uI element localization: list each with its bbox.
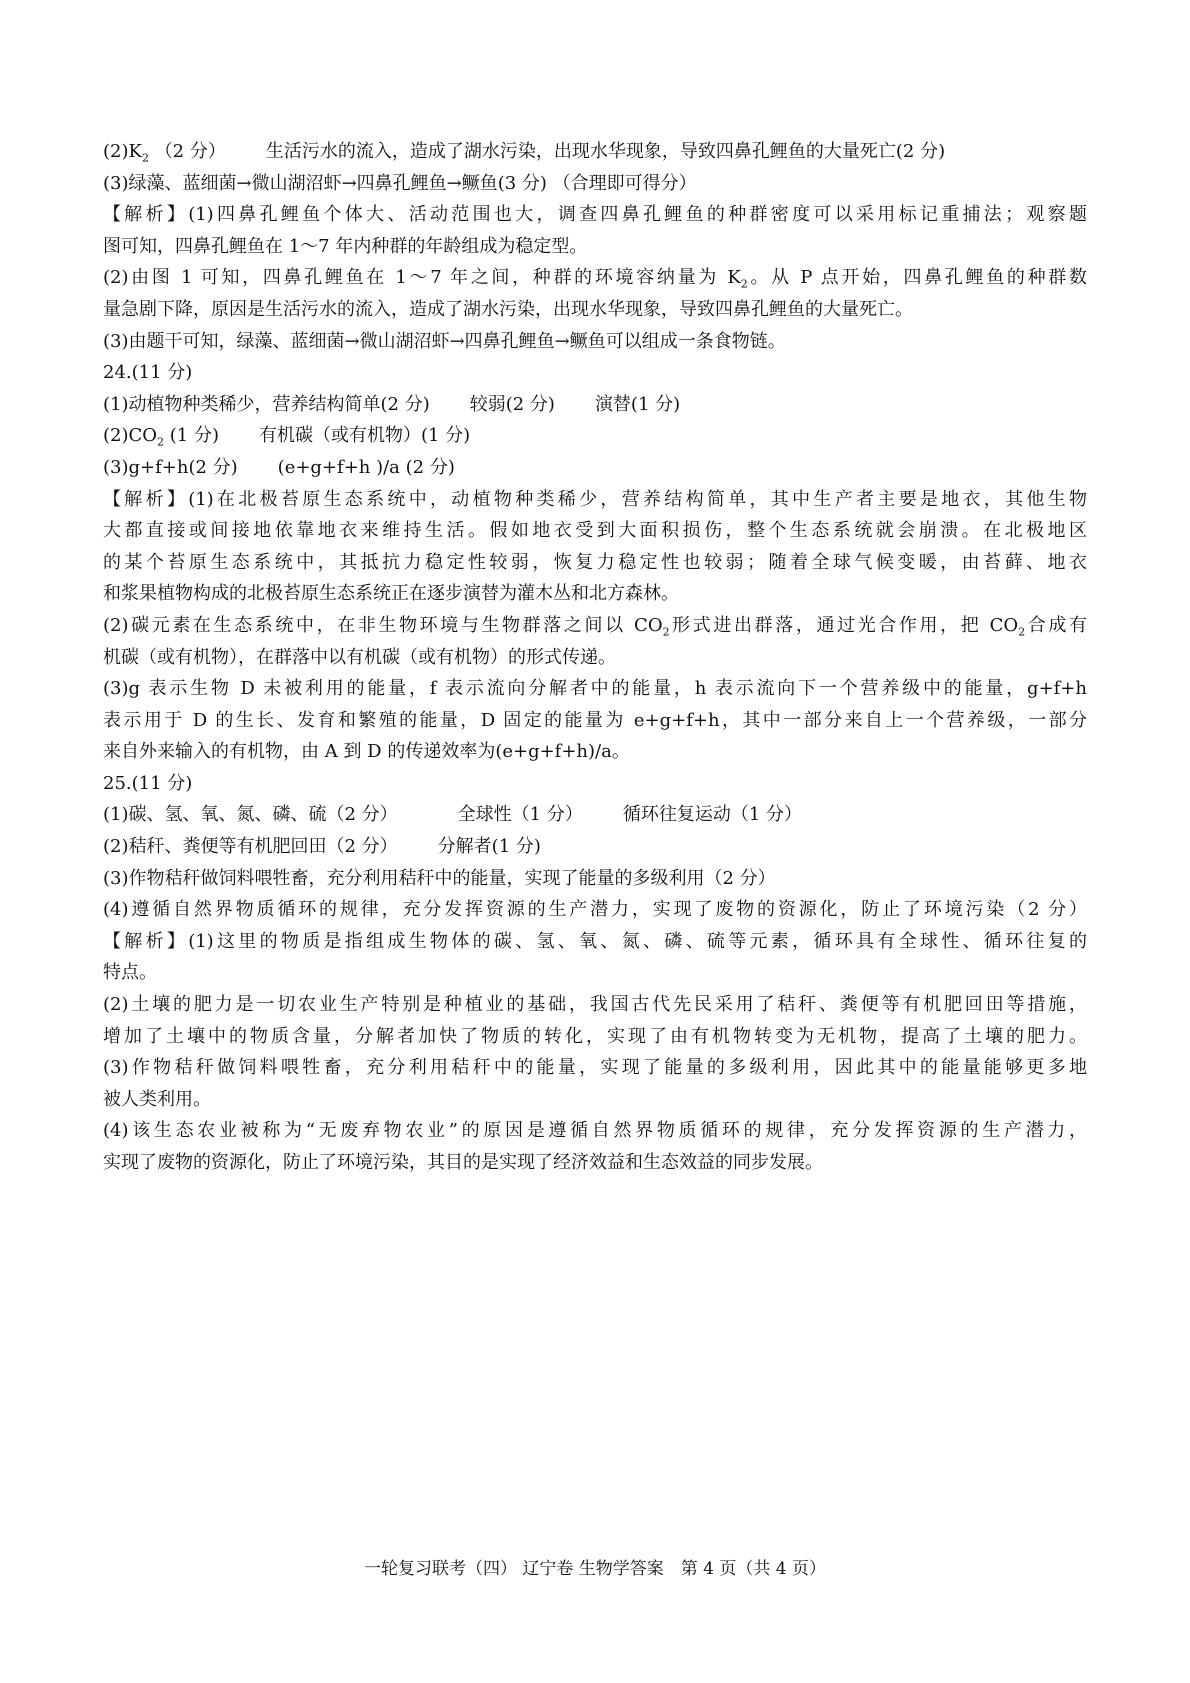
q24-heading: 24.(11 分) — [103, 362, 193, 384]
q25-answer-3: (3)作物秸秆做饲料喂牲畜，充分利用秸秆中的能量，实现了能量的多级利用（2 分） — [103, 867, 776, 889]
co2-subscript: 2 — [662, 625, 670, 639]
page-footer: 一轮复习联考（四） 辽宁卷 生物学答案 第 4 页（共 4 页） — [363, 1559, 827, 1579]
q23-answer-3: (3)绿藻、蓝细菌→微山湖沼虾→四鼻孔鲤鱼→鳜鱼(3 分) （合理即可得分） — [103, 172, 697, 194]
k-subscript: 2 — [740, 277, 748, 291]
q25-explanation-line: 被人类利用。 — [103, 1088, 211, 1110]
q24-explanation-line: 的某个苔原生态系统中，其抵抗力稳定性较弱，恢复力稳定性也较弱；随着全球气候变暖，由苔藓、地衣 — [103, 551, 1087, 573]
answer-content — [103, 136, 1087, 1179]
q25-answer-1: (1)碳、氢、氧、氮、磷、硫（2 分） 全球性（1 分） 循环往复运动（1 分） — [103, 804, 803, 826]
q24-explanation-line: 来自外来输入的有机物，由 A 到 D 的传递效率为(e+g+f+h)/a。 — [103, 741, 630, 763]
q25-answer-4: (4)遵循自然界物质循环的规律，充分发挥资源的生产潜力，实现了废物的资源化，防止了环境污染（2 分） — [103, 899, 1087, 921]
q24-explanation-line: 【解析】(1)在北极苔原生态系统中，动植物种类稀少，营养结构简单，其中生产者主要是地衣，其他生物 — [103, 488, 1087, 510]
q24-explanation-line: (3)g 表示生物 D 未被利用的能量，f 表示流向分解者中的能量，h 表示流向下一个营养级中的能量，g+f+h — [103, 678, 1087, 700]
q24-explanation-line: 机碳（或有机物），在群落中以有机碳（或有机物）的形式传递。 — [103, 646, 616, 668]
q24-explanation-line: 大都直接或间接地依靠地衣来维持生活。假如地衣受到大面积损伤，整个生态系统就会崩溃。在北极地区 — [103, 520, 1087, 542]
q25-answer-2: (2)秸秆、粪便等有机肥回田（2 分） 分解者(1 分) — [103, 836, 541, 858]
q23-explanation-line: (2)由图 1 可知，四鼻孔鲤鱼在 1～7 年之间，种群的环境容纳量为 $K_2$。从 P 点开始，四鼻孔鲤鱼的种群数 — [103, 267, 1087, 291]
q25-explanation-line: 实现了废物的资源化，防止了环境污染，其目的是实现了经济效益和生态效益的同步发展。 — [103, 1152, 823, 1173]
q23-explanation-line: 量急剧下降，原因是生活污水的流入，造成了湖水污染，出现水华现象，导致四鼻孔鲤鱼的大量死亡。 — [103, 298, 913, 320]
q24-explanation-line: 表示用于 D 的生长、发育和繁殖的能量，D 固定的能量为 e+g+f+h，其中一部分来自上一个营养级，一部分 — [103, 709, 1087, 731]
q25-heading: 25.(11 分) — [103, 772, 193, 794]
q24-explanation-line: 和浆果植物构成的北极苔原生态系统正在逐步演替为灌木丛和北方森林。 — [103, 583, 679, 605]
q24-answer-2: $(2)CO_2$ (1 分) 有机碳（或有机物）(1 分) — [103, 425, 471, 449]
q23-explanation-line: 【解析】(1)四鼻孔鲤鱼个体大、活动范围也大，调查四鼻孔鲤鱼的种群密度可以采用标记重捕法；观察题 — [103, 204, 1087, 226]
q23-explanation-line: 图可知，四鼻孔鲤鱼在 1～7 年内种群的年龄组成为稳定型。 — [103, 235, 588, 257]
co2-subscript: 2 — [1018, 625, 1026, 639]
q25-explanation-line: (4)该生态农业被称为“无废弃物农业”的原因是遵循自然界物质循环的规律，充分发挥资源的生产潜力， — [103, 1120, 1087, 1142]
q25-explanation-line: 【解析】(1)这里的物质是指组成生物体的碳、氢、氧、氮、磷、硫等元素，循环具有全球性、循环往复的 — [103, 930, 1087, 952]
q24-answer-1: (1)动植物种类稀少，营养结构简单(2 分) 较弱(2 分) 演替(1 分) — [103, 393, 681, 415]
q25-explanation-line: (3)作物秸秆做饲料喂牲畜，充分利用秸秆中的能量，实现了能量的多级利用，因此其中的能量能够更多地 — [103, 1057, 1087, 1079]
q23-explanation-line: (3)由题干可知，绿藻、蓝细菌→微山湖沼虾→四鼻孔鲤鱼→鳜鱼可以组成一条食物链。 — [103, 330, 786, 352]
q24-answer-3: (3)g+f+h(2 分) (e+g+f+h )/a (2 分) — [103, 456, 455, 478]
q23-answer-2-reason: 生活污水的流入，造成了湖水污染，出现水华现象，导致四鼻孔鲤鱼的大量死亡(2 分) — [265, 141, 946, 162]
q24-explanation-line: (2)碳元素在生态系统中，在非生物环境与生物群落之间以 $CO_2$形式进出群落，通过光合作用，把 $CO_2$合成有 — [103, 614, 1087, 639]
k-subscript: 2 — [141, 151, 149, 165]
q23-answer-2 — [103, 136, 1087, 168]
q25-explanation-line: 增加了土壤中的物质含量，分解者加快了物质的转化，实现了由有机物转变为无机物，提高了土壤的肥力。 — [103, 1025, 1087, 1047]
q25-explanation-line: 特点。 — [103, 962, 157, 984]
q23-answer-2-score: （2 分） — [154, 141, 226, 162]
q23-answer-2-label: (2)K — [103, 141, 142, 162]
co2-subscript: 2 — [157, 435, 165, 449]
q25-explanation-line: (2)土壤的肥力是一切农业生产特别是种植业的基础，我国古代先民采用了秸秆、粪便等有机肥回田等措施， — [103, 994, 1087, 1016]
